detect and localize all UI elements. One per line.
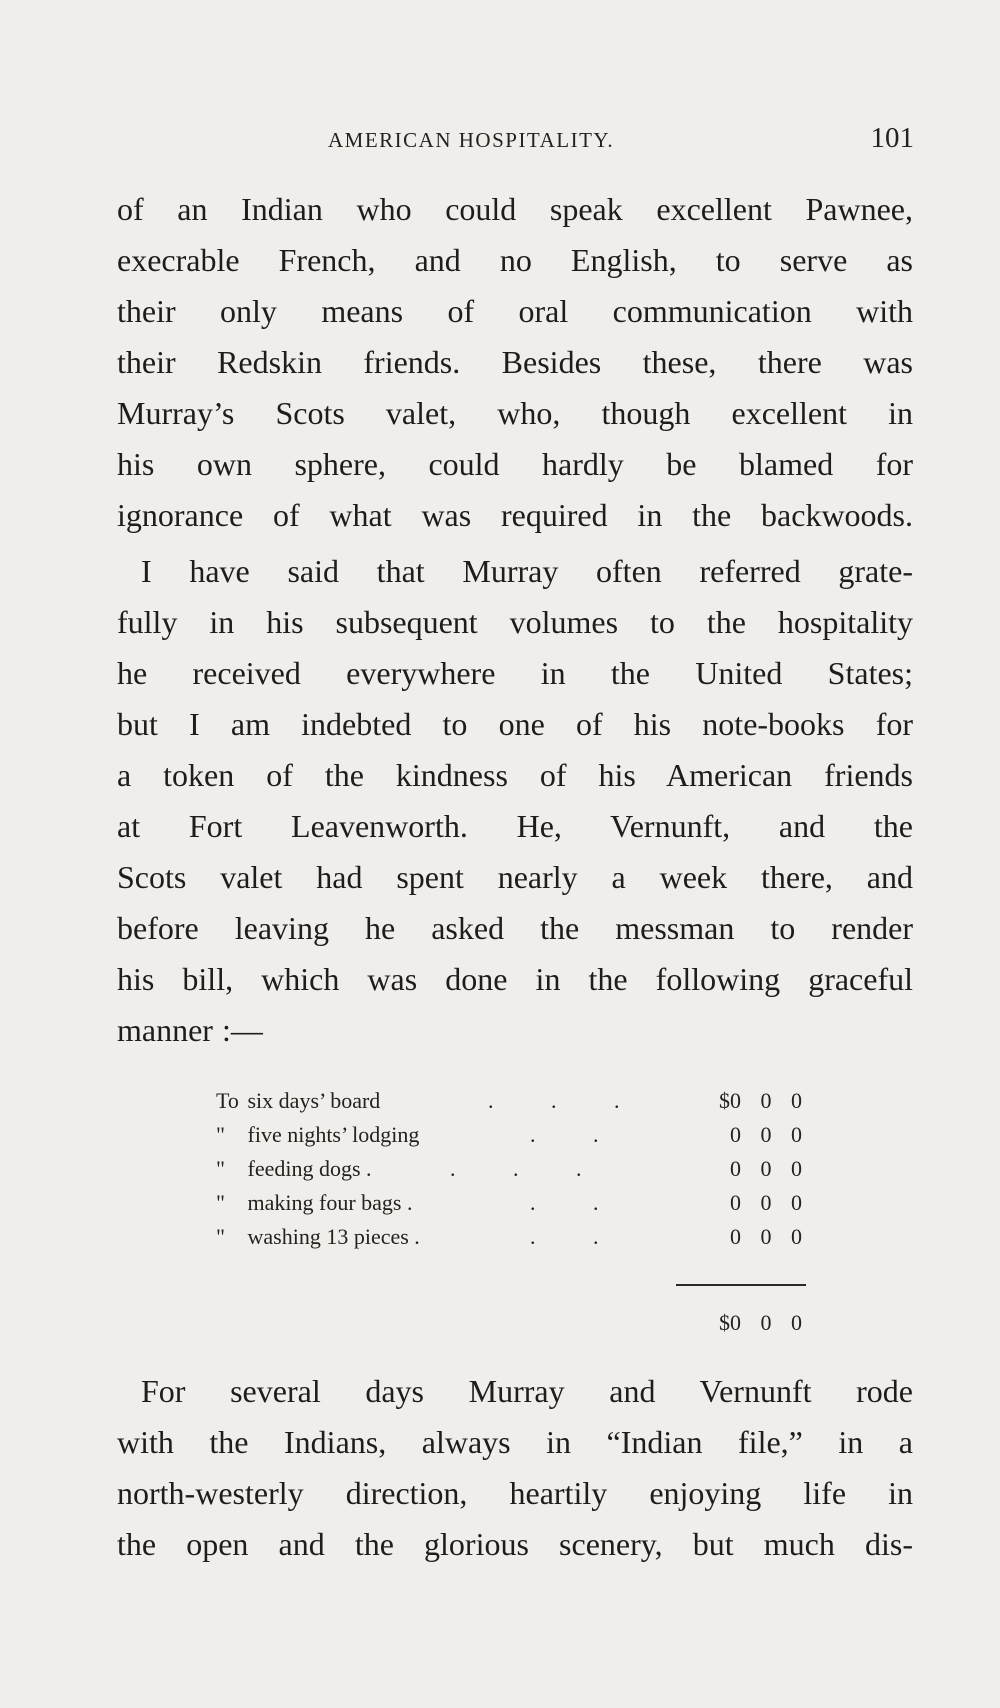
text-line: of an Indian who could speak excellent Pawnee, [117, 191, 913, 227]
bill-leader-dots: . . . [488, 1088, 646, 1113]
running-head [118, 122, 914, 156]
text-line: I have said that Murray often referred grate- [141, 553, 913, 589]
paragraph-1 [117, 184, 913, 541]
bill-row [200, 1186, 820, 1220]
bill-row [200, 1084, 820, 1118]
bill-total-rule [676, 1284, 806, 1286]
text-line: Murray’s Scots valet, who, though excellent in [117, 395, 913, 431]
running-title: AMERICAN HOSPITALITY. [328, 128, 615, 152]
text-line: a token of the kindness of his American friends [117, 757, 913, 793]
bill-item: feeding dogs . [247, 1156, 372, 1181]
text-line: he received everywhere in the United States; [117, 655, 913, 691]
bill-prefix: " [216, 1156, 225, 1181]
bill-leader-dots: . . [530, 1224, 625, 1249]
text-line: north-westerly direction, heartily enjoying life in [117, 1475, 913, 1511]
bill-row [200, 1152, 820, 1186]
bill-item: making four bags . [247, 1190, 413, 1215]
text-line: ignorance of what was required in the backwoods. [117, 497, 913, 533]
text-line: before leaving he asked the messman to render [117, 910, 913, 946]
text-line: execrable French, and no English, to serve as [117, 242, 913, 278]
bill-item: washing 13 pieces . [247, 1224, 420, 1249]
text-line: the open and the glorious scenery, but much dis- [117, 1526, 913, 1562]
text-line: their Redskin friends. Besides these, there was [117, 344, 913, 380]
text-line: their only means of oral communication with [117, 293, 913, 329]
text-line: Scots valet had spent nearly a week there, and [117, 859, 913, 895]
text-line: manner :— [117, 1012, 263, 1048]
bill-amount: 0 0 0 [730, 1122, 802, 1147]
bill-leader-dots: . . . [450, 1156, 608, 1181]
bill-amount: 0 0 0 [730, 1224, 802, 1249]
bill-table [200, 1084, 820, 1335]
text-line: his own sphere, could hardly be blamed for [117, 446, 913, 482]
text-line: fully in his subsequent volumes to the hospitality [117, 604, 913, 640]
bill-item: five nights’ lodging [247, 1122, 420, 1147]
paragraph-2 [117, 546, 913, 1056]
bill-amount: $0 0 0 [719, 1088, 802, 1113]
bill-prefix: " [216, 1122, 225, 1147]
text-line: at Fort Leavenworth. He, Vernunft, and the [117, 808, 913, 844]
bill-item: six days’ board [247, 1088, 381, 1113]
text-line: but I am indebted to one of his note-books for [117, 706, 913, 742]
bill-leader-dots: . . [530, 1190, 625, 1215]
text-line: his bill, which was done in the following graceful [117, 961, 913, 997]
bill-prefix: " [216, 1190, 225, 1215]
page-number: 101 [870, 122, 914, 154]
paragraph-3 [117, 1366, 913, 1570]
bill-prefix: " [216, 1224, 225, 1249]
bill-total: $0 0 0 [719, 1310, 802, 1335]
bill-amount: 0 0 0 [730, 1156, 802, 1181]
bill-leader-dots: . . [530, 1122, 625, 1147]
bill-amount: 0 0 0 [730, 1190, 802, 1215]
bill-prefix: To [216, 1088, 239, 1113]
text-line: with the Indians, always in “Indian file,” in a [117, 1424, 913, 1460]
bill-row [200, 1220, 820, 1254]
text-line: For several days Murray and Vernunft rode [141, 1373, 913, 1409]
bill-row [200, 1118, 820, 1152]
